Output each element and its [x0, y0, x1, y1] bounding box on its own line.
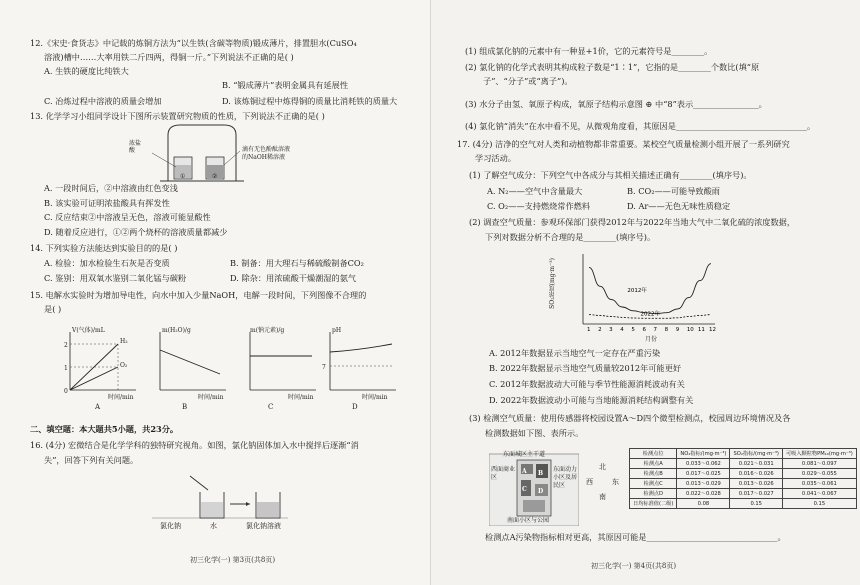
table-cell: 0.021～0.031 — [730, 459, 783, 469]
q16-label-nacl: 氯化钠 — [160, 522, 181, 530]
table-cell: 0.035～0.061 — [782, 479, 856, 489]
so2-chart-x-tick: 6 — [642, 327, 646, 333]
compass-north: 北 — [599, 463, 606, 471]
so2-chart-xlabel: 月份 — [645, 336, 658, 343]
q13-stem: 13. 化学学习小组同学设计下图所示装置研究物质的性质，下列说法不正确的是( ) — [30, 111, 325, 121]
so2-chart-ylabel: SO₂浓度(mg·m⁻³) — [549, 258, 556, 309]
map-point-c: C — [522, 486, 527, 493]
q17-stem-line-1: 17. (4分) 洁净的空气对人类和动植物都非常重要。某校空气质量检测小组开展了一系列研究 — [457, 139, 790, 149]
so2-concentration-chart — [561, 248, 721, 340]
table-header-cell: 检测点位 — [630, 449, 677, 459]
q13-option-a: A. 一段时间后，②中溶液由红色变浅 — [44, 183, 178, 193]
so2-series-2012-label: 2012年 — [627, 287, 647, 294]
q13-beaker-1-label: ① — [180, 173, 186, 180]
table-row — [630, 459, 857, 469]
left-page-footer: 初三化学(一) 第3页(共8页) — [190, 556, 276, 564]
table-cell: 0.15 — [782, 499, 856, 509]
q12-option-d: D. 该炼铜过程中炼得铜的质量比消耗铁的质量大 — [222, 96, 398, 106]
table-cell: 0.081～0.097 — [782, 459, 856, 469]
map-west-area: 西面商业区 — [491, 466, 516, 481]
table-cell: 日均标准值(二级) — [630, 499, 677, 509]
graph-a-tick-1: 1 — [64, 365, 68, 372]
q13-label-naoh-1: 滴有无色酚酞溶液 — [242, 146, 291, 153]
map-point-a: A — [522, 468, 527, 475]
table-header-cell: 可吸入颗粒物PM₁₀(mg·m⁻³) — [782, 449, 856, 459]
so2-chart-x-tick: 1 — [587, 327, 591, 333]
so2-series-2012-line — [589, 264, 711, 314]
q16-label-water: 水 — [210, 522, 217, 530]
section-2-title: 二、填空题：本大题共5小题，共23分。 — [30, 424, 179, 434]
graph-d-curve — [330, 344, 392, 352]
so2-chart-x-tick: 10 — [686, 327, 694, 333]
q13-option-c: C. 反应结束②中溶液呈无色，溶液可能显酸性 — [44, 212, 211, 222]
q13-label-hcl: 浓盐酸 — [129, 140, 142, 154]
q17-part-1-option-d: D. Ar——无色无味性质稳定 — [627, 201, 731, 211]
map-south-area: 南面小区与公园 — [507, 517, 550, 524]
q17-part-3-line-2: 检测数据如下图、表所示。 — [485, 428, 584, 438]
graph-c-ylabel: m(钠元素)/g — [250, 327, 285, 334]
table-cell: 0.15 — [730, 499, 783, 509]
table-cell: 0.017～0.027 — [730, 489, 783, 499]
q16-part-2-line-2: 子”、“分子”或“离子”)。 — [483, 76, 573, 86]
table-cell: 0.016～0.026 — [730, 469, 783, 479]
q14-option-d: D. 除杂：用浓硫酸干燥潮湿的氨气 — [230, 273, 357, 283]
q17-part-3-line-1: (3) 检测空气质量：使用传感器将校园设置A～D四个微型检测点，校园周边环境情况及各 — [469, 413, 791, 423]
q15-stem-line-1: 15. 电解水实验时为增加导电性，向水中加入少量NaOH，电解一段时间，下列图像不合理的 — [30, 290, 367, 300]
compass-east: 东 — [612, 478, 619, 486]
q17-part-1: (1) 了解空气成分：下列空气中各成分与其相关描述正确有________(填序号)。 — [469, 170, 752, 180]
table-cell: 0.033～0.062 — [677, 459, 730, 469]
right-page — [430, 0, 860, 585]
q17-part-1-option-c: C. O₂——支持燃烧常作燃料 — [487, 201, 591, 211]
q15-stem-line-2: 是( ) — [44, 304, 62, 314]
so2-chart-x-tick: 2 — [598, 327, 602, 333]
table-cell: 检测点C — [630, 479, 677, 489]
graph-a-h2-label: H₂ — [120, 338, 128, 345]
graph-a-ylabel: V(气体)/mL — [72, 327, 105, 334]
so2-chart-x-tick: 4 — [620, 327, 624, 333]
table-cell: 检测点B — [630, 469, 677, 479]
so2-chart-x-tick: 8 — [664, 327, 669, 333]
q17-part-2-option-c: C. 2012年数据波动大可能与季节性能源消耗波动有关 — [489, 379, 685, 389]
table-cell: 0.022～0.028 — [677, 489, 730, 499]
q15-graph-d — [320, 330, 400, 396]
q17-part-3-question: 检测点A污染物指标相对更高，其原因可能是________________________________。 — [485, 532, 786, 542]
graph-d-xlabel: 时间/min — [362, 394, 388, 401]
q16-dissolving-figure — [150, 472, 290, 526]
q17-part-2-line-1: (2) 调查空气质量：参观环保部门获得2012年与2022年当地大气中二氧化硫的浓度数据， — [469, 217, 796, 227]
q12-stem-line-2: 溶液)槽中……大率用铁二斤四两，得铜一斤。”下列说法不正确的是( ) — [44, 52, 294, 62]
graph-a-o2-label: O₂ — [120, 362, 128, 369]
table-cell: 0.013～0.029 — [677, 479, 730, 489]
right-page-footer: 初三化学(一) 第4页(共8页) — [591, 562, 677, 570]
so2-chart-x-tick: 11 — [697, 327, 705, 333]
q12-option-a: A. 生铁的硬度比纯铁大 — [44, 66, 129, 76]
q17-part-2-option-b: B. 2022年数据显示当地空气质量较2012年可能更好 — [489, 363, 682, 373]
so2-chart-x-tick: 12 — [709, 327, 716, 333]
table-cell: 0.013～0.026 — [730, 479, 783, 489]
so2-chart-x-tick: 3 — [609, 327, 613, 333]
table-cell: 0.041～0.067 — [782, 489, 856, 499]
graph-c-xlabel: 时间/min — [288, 394, 314, 401]
water — [201, 502, 223, 517]
table-row — [630, 469, 857, 479]
table-cell: 0.017～0.025 — [677, 469, 730, 479]
graph-b-line — [160, 350, 220, 374]
q14-option-c: C. 鉴别：用双氧水鉴别二氧化锰与碳粉 — [44, 273, 187, 283]
q16-part-3: (3) 水分子由氢、氧原子构成，氧原子结构示意图 ⊕ 中“8”表示________________。 — [465, 99, 767, 109]
table-header-cell: NO₂指标/(mg·m⁻³) — [677, 449, 730, 459]
table-row — [630, 479, 857, 489]
table-header-row — [630, 449, 857, 459]
table-row — [630, 489, 857, 499]
so2-chart-x-tick: 9 — [675, 327, 680, 333]
q12-stem-line-1: 12.《宋史·食货志》中记载的炼铜方法为“以生铁(含碳等物质)锻成薄片，排置胆水(CuSO₄ — [30, 38, 357, 48]
graph-a-tick-2: 2 — [64, 342, 68, 349]
q17-stem-line-2: 学习活动。 — [475, 153, 516, 163]
graph-d-letter: D — [352, 403, 358, 411]
graph-a-xlabel: 时间/min — [108, 394, 134, 401]
graph-b-ylabel: m(H₂O)/g — [162, 327, 191, 334]
q12-option-b: B. “锻成薄片”表明金属具有延展性 — [222, 80, 349, 90]
q16-stem-line-2: 失”，回答下列有关问题。 — [44, 455, 139, 465]
q16-part-4: (4) 氯化钠“消失”在水中看不见，从微观角度看，其原因是________________________________。 — [465, 121, 816, 131]
map-east-area: 东面动力小区及居民区 — [553, 466, 578, 489]
solution — [257, 502, 279, 517]
table-cell: 检测点A — [630, 459, 677, 469]
q13-label-naoh-2: 的NaOH稀溶液 — [242, 154, 285, 161]
q16-label-solution: 氯化钠溶液 — [246, 522, 281, 530]
table-cell: 检测点D — [630, 489, 677, 499]
graph-b-xlabel: 时间/min — [198, 394, 224, 401]
table-header-cell: SO₂指标/(mg·m⁻³) — [730, 449, 783, 459]
q15-graph-a — [60, 330, 140, 396]
map-north-road: 东面城区主干道 — [503, 451, 546, 458]
q16-part-2-line-1: (2) 氯化钠的化学式表明其构成粒子数是“1∶1”，它指的是________个数比(填“原 — [465, 62, 760, 72]
q17-part-1-option-a: A. N₂——空气中含量最大 — [487, 186, 583, 196]
q16-part-1: (1) 组成氯化钠的元素中有一种显+1价，它的元素符号是________。 — [465, 46, 713, 56]
q17-part-2-option-d: D. 2022年数据波动小可能与当地能源消耗结构调整有关 — [489, 395, 694, 405]
q12-option-c: C. 冶炼过程中溶液的质量会增加 — [44, 96, 162, 106]
q13-beaker-2-label: ② — [212, 173, 218, 180]
graph-d-tick-7: 7 — [322, 364, 326, 371]
so2-chart-x-tick: 7 — [653, 327, 658, 333]
q17-part-1-option-b: B. CO₂——可能导致酸雨 — [627, 186, 720, 196]
so2-chart-x-tick: 5 — [631, 327, 635, 333]
q13-option-b: B. 该实验可证明浓盐酸具有挥发性 — [44, 198, 170, 208]
graph-c-letter: C — [268, 403, 274, 411]
graph-a-o2-line — [70, 367, 118, 390]
q17-part-2-line-2: 下列对数据分析不合理的是________(填序号)。 — [485, 232, 656, 242]
spoon — [190, 476, 208, 490]
table-cell: 0.029～0.055 — [782, 469, 856, 479]
q16-stem-line-1: 16. (4分) 宏微结合是化学学科的独特研究视角。如图，氯化钠固体加入水中搅拌后逐渐“消 — [30, 440, 359, 450]
map-point-d: D — [538, 488, 544, 495]
compass-west: 西 — [586, 478, 593, 486]
graph-d-ylabel: pH — [332, 327, 342, 334]
q13-option-d: D. 随着反应进行，①②两个烧杯的溶液质量都减少 — [44, 227, 228, 237]
q14-option-b: B. 制备：用大理石与稀硫酸制备CO₂ — [230, 258, 364, 268]
label-leader-left — [152, 153, 176, 167]
table-row — [630, 499, 857, 509]
map-point-b: B — [538, 470, 544, 477]
so2-series-2022-label: 2022年 — [640, 311, 660, 318]
table-cell: 0.08 — [677, 499, 730, 509]
q15-graph-b — [150, 330, 230, 396]
arrow-head — [246, 502, 250, 506]
q15-graph-c — [240, 330, 320, 396]
label-leader-right — [224, 151, 240, 165]
graph-a-letter: A — [95, 403, 101, 411]
compass-south: 南 — [599, 493, 606, 501]
monitoring-data-table — [629, 448, 857, 509]
q14-stem: 14. 下列实验方法能达到实验目的的是( ) — [30, 243, 178, 253]
sports-field — [523, 500, 545, 512]
graph-b-letter: B — [182, 403, 188, 411]
graph-a-origin: 0 — [64, 388, 68, 395]
q17-part-2-option-a: A. 2012年数据显示当地空气一定存在严重污染 — [489, 348, 661, 358]
q14-option-a: A. 检验：加水检验生石灰是否变质 — [44, 258, 170, 268]
